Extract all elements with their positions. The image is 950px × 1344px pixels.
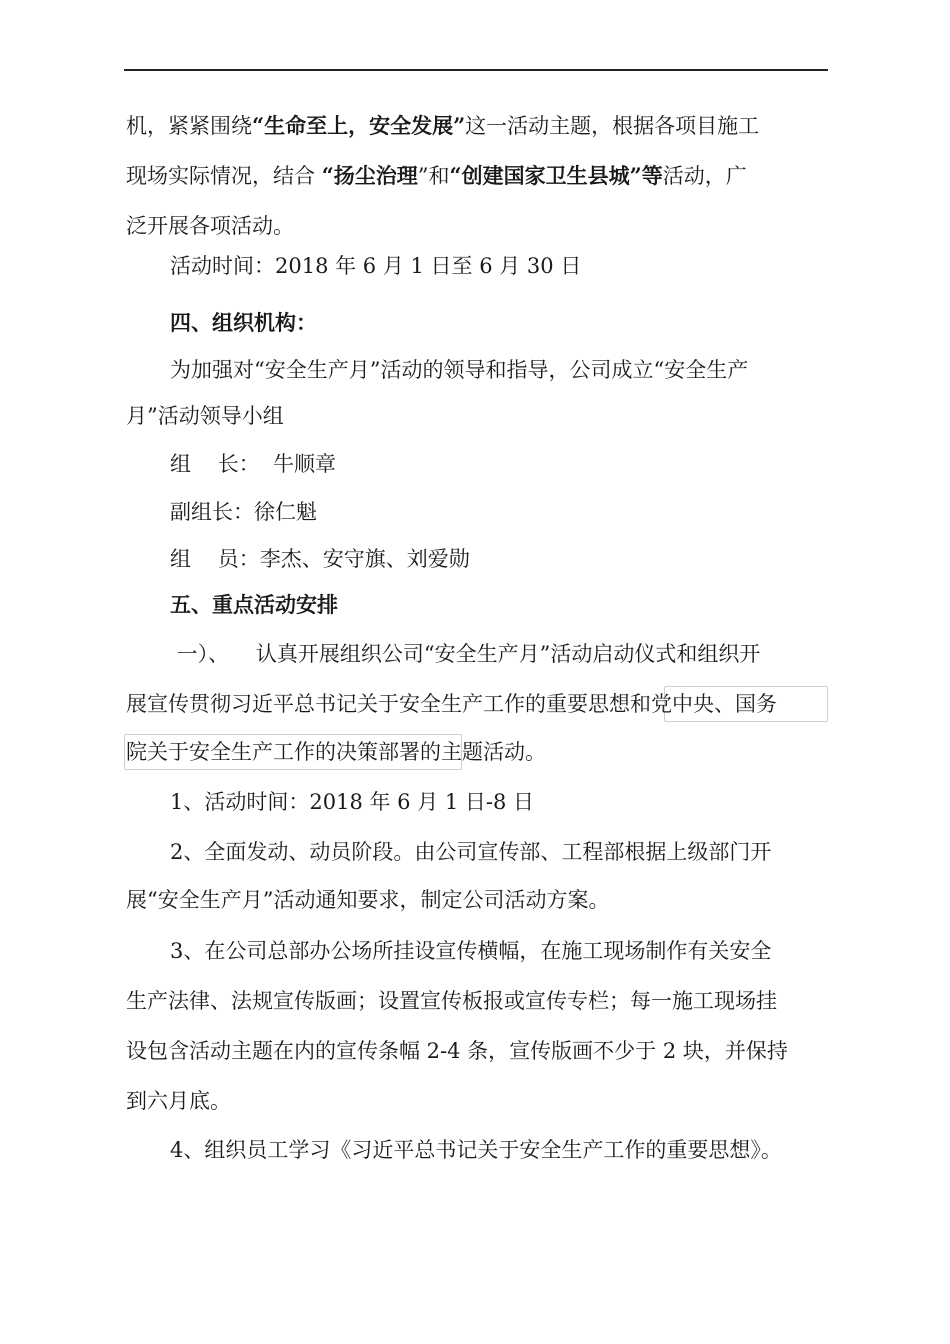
- section-4-heading: 四、组织机构：: [170, 310, 317, 335]
- sub-item-2-line-1: 2、全面发动、动员阶段。由公司宣传部、工程部根据上级部门开: [170, 840, 772, 864]
- dust-control-bold-text: “扬尘治理: [321, 163, 418, 188]
- page-header-rule: [124, 69, 828, 71]
- sub-item-1: 1、活动时间：2018 年 6 月 1 日-8 日: [170, 790, 535, 814]
- intro-line-3: 泛开展各项活动。: [126, 214, 294, 238]
- sub-item-3-line-2: 生产法律、法规宣传版画；设置宣传板报或宣传专栏；每一施工现场挂: [126, 989, 777, 1013]
- intro-line-1: [126, 112, 759, 140]
- item-1-line-2: 展宣传贯彻习近平总书记关于安全生产工作的重要思想和党中央、国务: [126, 692, 777, 716]
- sub-item-2-line-2: 展“安全生产月”活动通知要求，制定公司活动方案。: [126, 888, 610, 912]
- intro-text: 活动，广: [662, 164, 747, 188]
- intro-line-2: [126, 162, 747, 190]
- sub-item-3-line-3: 设包含活动主题在内的宣传条幅 2-4 条，宣传版画不少于 2 块，并保持: [126, 1039, 788, 1063]
- theme-bold-text: “生命至上，安全发展”: [252, 113, 466, 138]
- intro-text: 机，紧紧围绕: [126, 114, 252, 138]
- group-members: 组 员：李杰、安守旗、刘爱勋: [170, 547, 470, 571]
- intro-text: 这一活动主题，根据各项目施工: [465, 114, 760, 138]
- sub-item-3-line-4: 到六月底。: [126, 1089, 231, 1113]
- item-1-line-3: 院关于安全生产工作的决策部署的主题活动。: [126, 740, 546, 764]
- activity-time: 活动时间：2018 年 6 月 1 日至 6 月 30 日: [170, 254, 582, 278]
- section-4-paragraph-line-1: 为加强对“安全生产月”活动的领导和指导，公司成立“安全生产: [170, 358, 749, 382]
- deputy-leader: 副组长：徐仁魁: [170, 500, 317, 524]
- item-1-line-1: 一）、 认真开展组织公司“安全生产月”活动启动仪式和组织开: [170, 642, 761, 666]
- intro-text: 现场实际情况，结合: [126, 164, 322, 188]
- section-4-paragraph-line-2: 月”活动领导小组: [126, 404, 284, 428]
- group-leader: 组 长： 牛顺章: [170, 452, 337, 476]
- sub-item-3-line-1: 3、在公司总部办公场所挂设宣传横幅，在施工现场制作有关安全: [170, 939, 772, 963]
- intro-text: ”和: [417, 164, 450, 188]
- sub-item-4: 4、组织员工学习《习近平总书记关于安全生产工作的重要思想》。: [170, 1138, 782, 1162]
- section-5-heading: 五、重点活动安排: [170, 592, 338, 617]
- health-county-bold-text: “创建国家卫生县城”等: [449, 163, 663, 188]
